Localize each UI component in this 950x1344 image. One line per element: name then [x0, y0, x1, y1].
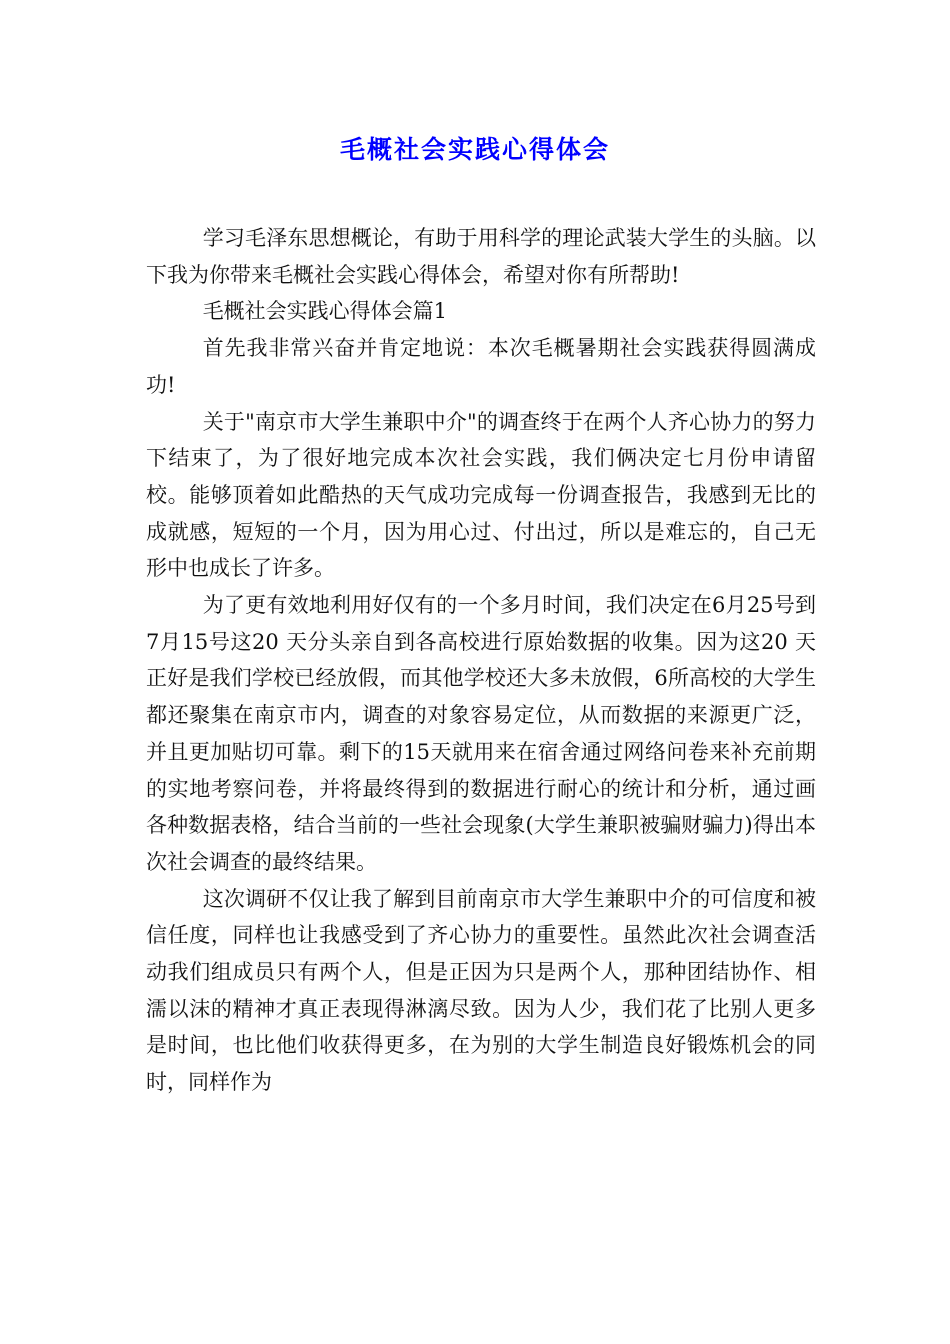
document-body — [146, 220, 816, 1101]
section-heading: 毛概社会实践心得体会篇1 — [202, 299, 448, 324]
paragraph-intro: 学习毛泽东思想概论，有助于用科学的理论武装大学生的头脑。以下我为你带来毛概社会实践心得体会，希望对你有所帮助! — [146, 226, 816, 287]
paragraph: 首先我非常兴奋并肯定地说：本次毛概暑期社会实践获得圆满成功! — [146, 336, 816, 397]
paragraph: 为了更有效地利用好仅有的一个多月时间，我们决定在6月25号到7月15号这20 天分头亲自到各高校进行原始数据的收集。因为这20 天正好是我们学校已经放假，而其他学校还大多未放假，6所高校的大学生都还聚集在南京市内，调查的对象容易定位，从而数据的来源更广泛，并且更加贴切可靠。剩下的15天就用来在宿舍通过网络问卷来补充前期的实地考察问卷，并将最终得到的数据进行耐心的统计和分析，通过画各种数据表格，结合当前的一些社会现象(大学生兼职被骗财骗力)得出本次社会调查的最终结果。 — [146, 593, 816, 874]
paragraph: 这次调研不仅让我了解到目前南京市大学生兼职中介的可信度和被信任度，同样也让我感受到了齐心协力的重要性。虽然此次社会调查活动我们组成员只有两个人，但是正因为只是两个人，那种团结协作、相濡以沫的精神才真正表现得淋漓尽致。因为人少，我们花了比别人更多是时间，也比他们收获得更多，在为别的大学生制造良好锻炼机会的同时，同样作为 — [146, 886, 816, 1095]
document-title: 毛概社会实践心得体会 — [339, 135, 610, 164]
paragraph: 关于"南京市大学生兼职中介"的调查终于在两个人齐心协力的努力下结束了，为了很好地完成本次社会实践，我们俩决定七月份申请留校。能够顶着如此酷热的天气成功完成每一份调查报告，我感到无比的成就感，短短的一个月，因为用心过、付出过，所以是难忘的，自己无形中也成长了许多。 — [146, 409, 816, 581]
